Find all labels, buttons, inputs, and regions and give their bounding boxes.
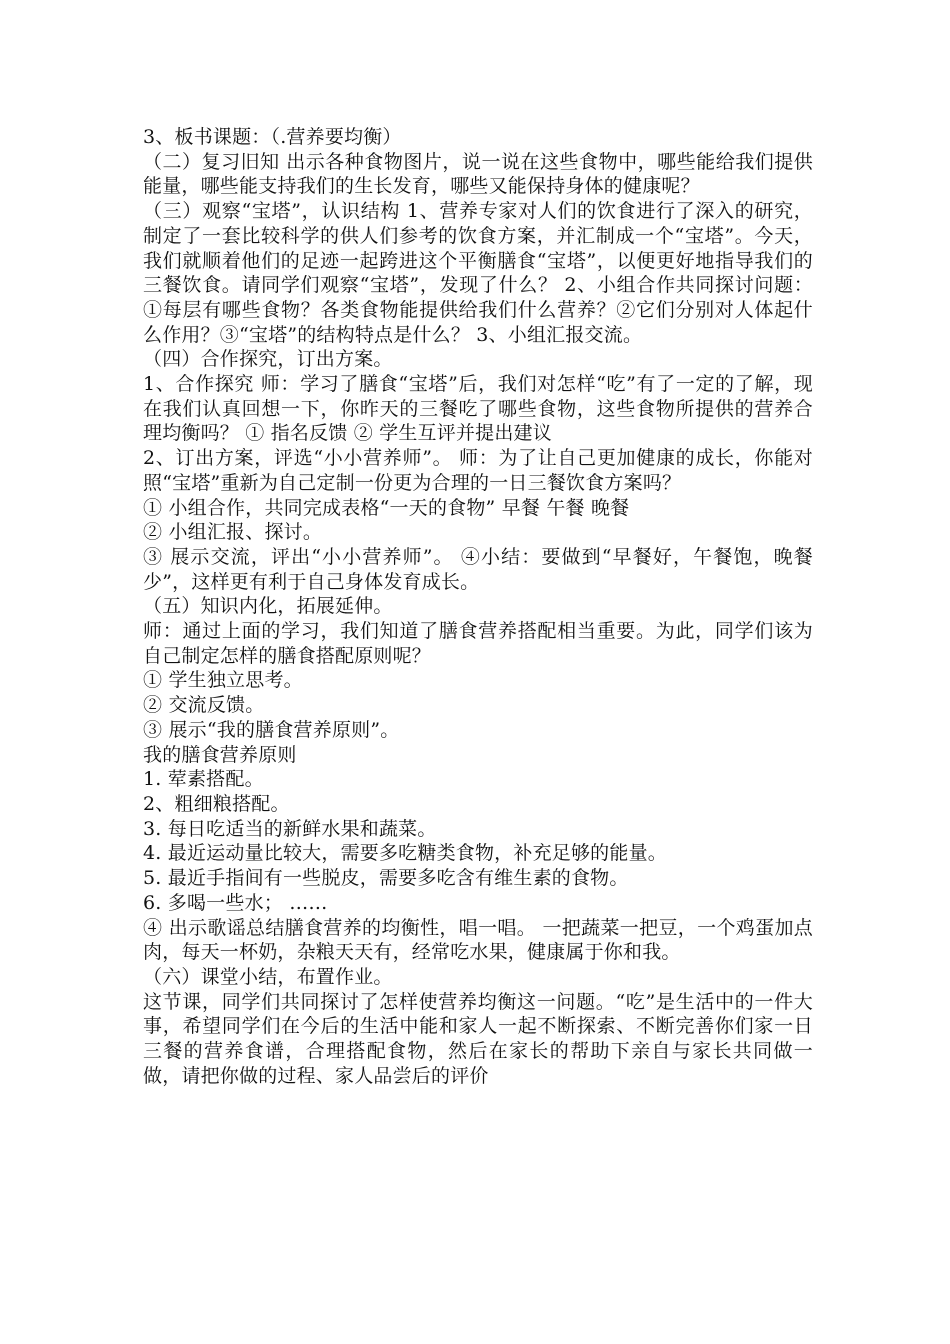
- list-item: 4. 最近运动量比较大，需要多吃糖类食物，补充足够的能量。: [143, 842, 667, 865]
- paragraph-step-show: ③ 展示“我的膳食营养原则”。: [143, 718, 400, 741]
- paragraph-section-six-heading: （六）课堂小结，布置作业。: [143, 965, 393, 988]
- list-item: 6. 多喝一些水； ……: [143, 891, 328, 914]
- paragraph-section-four-heading: （四）合作探究，订出方案。: [143, 348, 393, 371]
- paragraph-principles-heading: 我的膳食营养原则: [143, 743, 297, 766]
- paragraph-step-feedback: ② 交流反馈。: [143, 694, 265, 717]
- paragraph-song: ④ 出示歌谣总结膳食营养的均衡性，唱一唱。 一把蔬菜一把豆，一个鸡蛋加点肉，每天一杯奶，杂粮天天有，经常吃水果，健康属于你和我。: [143, 916, 813, 964]
- paragraph-review: （二）复习旧知 出示各种食物图片，说一说在这些食物中，哪些能给我们提供能量，哪些能支持我们的生长发育，哪些又能保持身体的健康呢？: [143, 150, 813, 198]
- paragraph-board-title: 3、板书课题：（.营养要均衡）: [143, 126, 402, 148]
- paragraph-observe-pagoda: （三）观察“宝塔”，认识结构 1、营养专家对人们的饮食进行了深入的研究，制定了一套比较科学的供人们参考的饮食方案，并汇制成一个“宝塔”。今天，我们就顺着他们的足迹一起跨进这个平衡膳食“宝塔”，以便更好地指导我们的三餐饮食。请同学们观察“宝塔”，发现了什么？ 2、小组合作共同探讨问题：①每层有哪些食物？各类食物能提供给我们什么营养？②它们分别对人体起什么作用？③“宝塔”的结构特点是什么？ 3、小组汇报交流。: [143, 200, 813, 346]
- document-page: [143, 125, 813, 1088]
- paragraph-step-think: ① 学生独立思考。: [143, 669, 303, 692]
- paragraph-cooperative-inquiry: 1、合作探究 师：学习了膳食“宝塔”后，我们对怎样“吃”有了一定的了解，现在我们认真回想一下，你昨天的三餐吃了哪些食物，这些食物所提供的营养合理均衡吗？ ① 指名反馈 ② 学生互评并提出建议: [143, 373, 813, 445]
- paragraph-group-table: ① 小组合作，共同完成表格“一天的食物” 早餐 午餐 晚餐: [143, 496, 630, 519]
- paragraph-section-five-heading: （五）知识内化，拓展延伸。: [143, 595, 393, 618]
- list-item: 5. 最近手指间有一些脱皮，需要多吃含有维生素的食物。: [143, 867, 629, 890]
- list-item: 1. 荤素搭配。: [143, 768, 264, 791]
- list-item: 3. 每日吃适当的新鲜水果和蔬菜。: [143, 817, 437, 840]
- paragraph-show-and-summary: ③ 展示交流，评出“小小营养师”。 ④小结：要做到“早餐好，午餐饱，晚餐少”，这样更有利于自己身体发育成长。: [143, 545, 813, 593]
- list-item: 2、粗细粮搭配。: [143, 792, 290, 815]
- paragraph-group-report: ② 小组汇报、探讨。: [143, 521, 323, 544]
- paragraph-make-plan: 2、订出方案，评选“小小营养师”。 师：为了让自己更加健康的成长，你能对照“宝塔”重新为自己定制一份更为合理的一日三餐饮食方案吗？: [143, 447, 813, 494]
- paragraph-class-summary: 这节课，同学们共同探讨了怎样使营养均衡这一问题。“吃”是生活中的一件大事，希望同学们在今后的生活中能和家人一起不断探索、不断完善你们家一日三餐的营养食谱，合理搭配食物，然后在家长的帮助下亲自与家长共同做一做，请把你做的过程、家人品尝后的评价: [143, 990, 813, 1087]
- paragraph-teacher-question: 师：通过上面的学习，我们知道了膳食营养搭配相当重要。为此，同学们该为自己制定怎样的膳食搭配原则呢？: [143, 620, 813, 667]
